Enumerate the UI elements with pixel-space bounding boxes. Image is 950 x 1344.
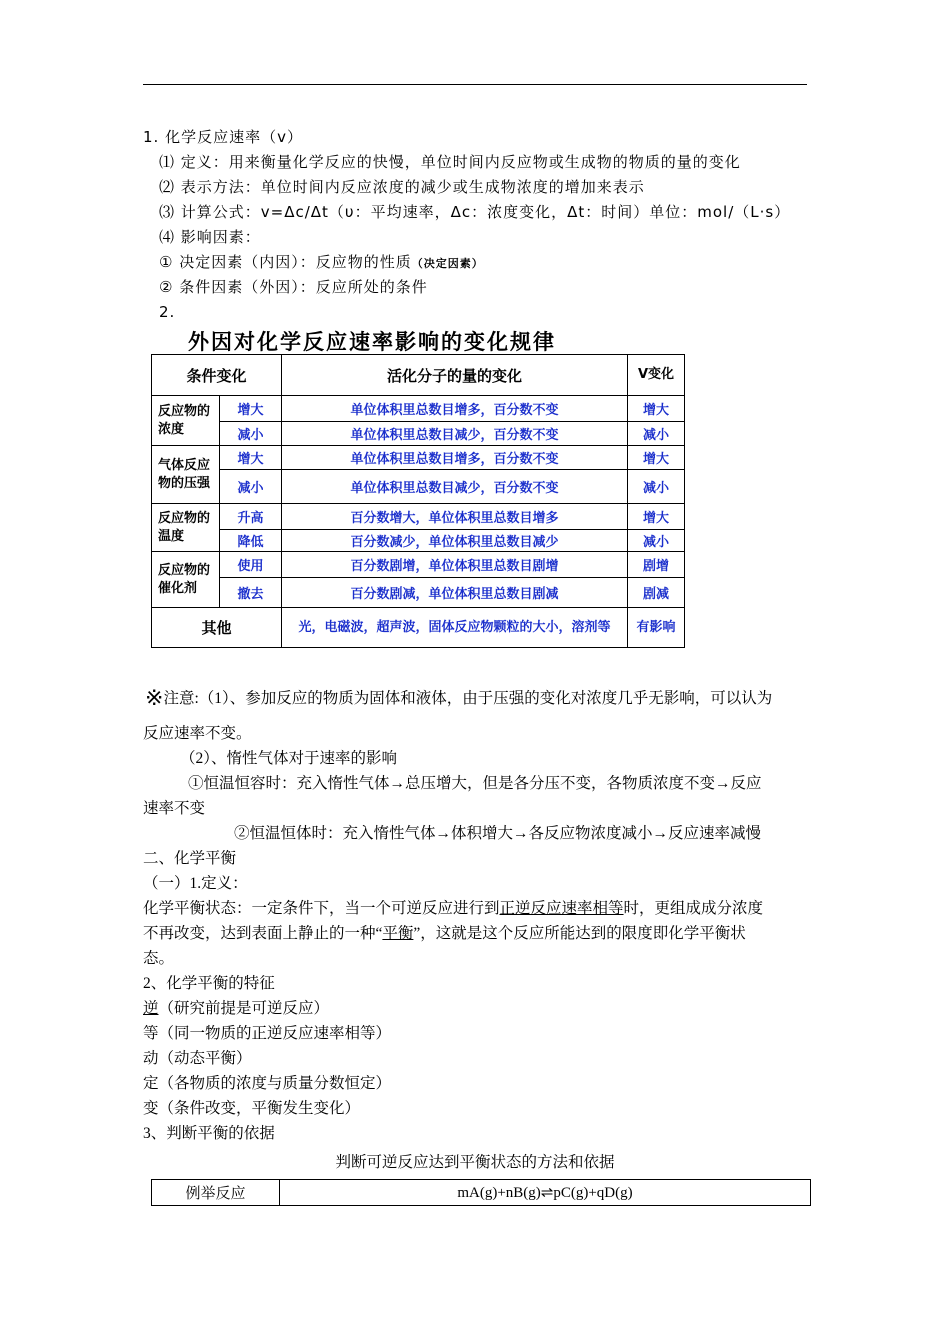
v-cell: 减小 <box>628 470 685 504</box>
category-pressure: 气体反应物的压强 <box>152 446 220 504</box>
change-cell: 使用 <box>220 552 282 578</box>
feature-key: 动 <box>143 1050 159 1067</box>
basis-title: 3、判断平衡的依据 <box>143 1125 275 1142</box>
example-reaction: mA(g)+nB(g)⇌pC(g)+qD(g) <box>280 1180 811 1206</box>
section2-title: 二、化学平衡 <box>143 850 237 867</box>
other-effect: 光，电磁波，超声波，固体反应物颗粒的大小，溶剂等 <box>282 608 628 648</box>
feature-key: 定 <box>143 1075 159 1092</box>
change-cell: 减小 <box>220 422 282 446</box>
v-cell: 增大 <box>628 396 685 422</box>
effect-cell: 单位体积里总数目增多，百分数不变 <box>282 446 628 470</box>
definition-line: ⑴ 定义：用来衡量化学反应的快慢，单位时间内反应物或生成物的物质的量的变化 <box>159 153 741 171</box>
v-cell: 减小 <box>628 530 685 552</box>
effect-cell: 百分数剧增，单位体积里总数目剧增 <box>282 552 628 578</box>
v-cell: 剧减 <box>628 578 685 608</box>
definition-line-2 <box>143 924 746 944</box>
def-text-b: 时，更组成成分浓度 <box>623 900 764 917</box>
feature-item <box>143 1099 360 1119</box>
header-activation: 活化分子的量的变化 <box>282 355 628 396</box>
example-table-caption: 判断可逆反应达到平衡状态的方法和依据 <box>335 1154 615 1171</box>
example-label: 例举反应 <box>152 1180 280 1206</box>
v-cell: 剧增 <box>628 552 685 578</box>
category-catalyst: 反应物的催化剂 <box>152 552 220 608</box>
feature-item <box>143 1049 252 1069</box>
definition-line-1 <box>143 899 763 919</box>
feature-key: 等 <box>143 1025 159 1042</box>
v-cell: 增大 <box>628 446 685 470</box>
change-cell: 增大 <box>220 446 282 470</box>
feature-item <box>143 999 329 1019</box>
change-cell: 减小 <box>220 470 282 504</box>
factor1-note: （决定因素） <box>411 257 484 270</box>
note-mark: ※ <box>145 685 164 710</box>
features-title: 2、化学平衡的特征 <box>143 975 275 992</box>
category-temperature: 反应物的温度 <box>152 504 220 552</box>
v-cell: 减小 <box>628 422 685 446</box>
top-rule <box>143 84 807 85</box>
note-line-5: 速率不变 <box>143 800 206 817</box>
feature-key: 变 <box>143 1100 159 1117</box>
rate-table <box>151 354 685 648</box>
effect-cell: 单位体积里总数目增多，百分数不变 <box>282 396 628 422</box>
feature-text: （研究前提是可逆反应） <box>158 1000 330 1017</box>
feature-text: （条件改变，平衡发生变化） <box>158 1100 361 1117</box>
change-cell: 升高 <box>220 504 282 530</box>
def-text-a: 化学平衡状态：一定条件下，当一个可逆反应进行到 <box>143 900 500 917</box>
other-v: 有影响 <box>628 608 685 648</box>
change-cell: 降低 <box>220 530 282 552</box>
factor2-line: ② 条件因素（外因）：反应所处的条件 <box>159 278 428 296</box>
example-table <box>151 1179 811 1206</box>
factors-line: ⑷ 影响因素： <box>159 228 261 246</box>
v-cell: 增大 <box>628 504 685 530</box>
note-line-2: 反应速率不变。 <box>143 725 252 742</box>
change-cell: 撤去 <box>220 578 282 608</box>
def-underline-1: 正逆反应速率相等 <box>499 900 624 917</box>
change-cell: 增大 <box>220 396 282 422</box>
definition-heading: （一）1.定义： <box>143 875 248 892</box>
effect-cell: 百分数减少，单位体积里总数目减少 <box>282 530 628 552</box>
other-label: 其他 <box>152 608 282 648</box>
effect-cell: 百分数增大，单位体积里总数目增多 <box>282 504 628 530</box>
header-v-change: V变化 <box>628 355 685 396</box>
category-concentration: 反应物的浓度 <box>152 396 220 446</box>
note-line-4: ①恒温恒容时：充入惰性气体→总压增大，但是各分压不变，各物质浓度不变→反应 <box>188 775 762 792</box>
header-condition: 条件变化 <box>152 355 282 396</box>
note-line-6: ②恒温恒体时：充入惰性气体→体积增大→各反应物浓度减小→反应速率减慢 <box>234 825 762 842</box>
def-underline-2: 平衡 <box>382 925 414 942</box>
effect-cell: 单位体积里总数目减少，百分数不变 <box>282 422 628 446</box>
feature-key: 逆 <box>143 1000 159 1017</box>
definition-line-3: 态。 <box>143 950 175 967</box>
feature-text: （各物质的浓度与质量分数恒定） <box>158 1075 392 1092</box>
item2-number: 2. <box>159 303 176 321</box>
feature-text: （动态平衡） <box>158 1050 252 1067</box>
def-text-c: 不再改变，达到表面上静止的一种“ <box>143 925 383 942</box>
factor1-line <box>159 252 484 274</box>
method-line: ⑵ 表示方法：单位时间内反应浓度的减少或生成物浓度的增加来表示 <box>159 178 645 196</box>
section1-title: 1. 化学反应速率（v） <box>143 128 303 146</box>
note-line-1 <box>145 685 773 710</box>
formula-line: ⑶ 计算公式：v=Δc/Δt（υ：平均速率，Δc：浓度变化，Δt：时间）单位：mol/（L·s） <box>159 203 791 221</box>
factor1-text: ① 决定因素（内因）：反应物的性质 <box>159 253 412 271</box>
feature-item <box>143 1024 391 1044</box>
rate-table-title: 外因对化学反应速率影响的变化规律 <box>188 330 556 354</box>
feature-item <box>143 1074 391 1094</box>
note-line-3: （2）、惰性气体对于速率的影响 <box>180 750 398 767</box>
def-text-d: ”，这就是这个反应所能达到的限度即化学平衡状 <box>413 925 746 942</box>
effect-cell: 百分数剧减，单位体积里总数目剧减 <box>282 578 628 608</box>
effect-cell: 单位体积里总数目减少，百分数不变 <box>282 470 628 504</box>
note-text-1: 注意:（1）、参加反应的物质为固体和液体，由于压强的变化对浓度几乎无影响，可以认为 <box>163 690 773 707</box>
feature-text: （同一物质的正逆反应速率相等） <box>158 1025 392 1042</box>
